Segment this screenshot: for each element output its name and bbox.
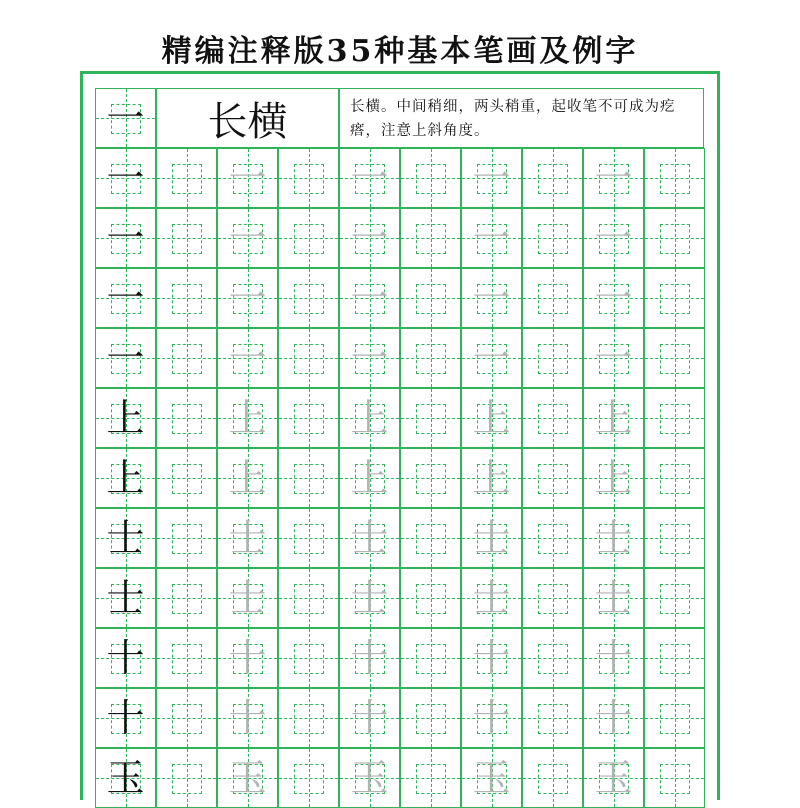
practice-cell [400, 508, 461, 568]
model-cell [95, 448, 156, 508]
trace-char: 上 [594, 456, 633, 500]
practice-cell [522, 748, 583, 808]
practice-cell [644, 268, 705, 328]
practice-cell [583, 448, 644, 508]
practice-cell [278, 208, 339, 268]
practice-sheet [80, 71, 720, 800]
trace-char: 玉 [350, 756, 389, 800]
practice-cell [339, 148, 400, 208]
trace-char: 上 [350, 456, 389, 500]
trace-char: 十 [350, 636, 389, 680]
model-char: 一 [106, 216, 145, 260]
model-cell [95, 628, 156, 688]
practice-cell [644, 508, 705, 568]
practice-cell [156, 748, 217, 808]
practice-cell [583, 328, 644, 388]
practice-cell [156, 268, 217, 328]
trace-char: 上 [350, 396, 389, 440]
model-char: 上 [106, 396, 145, 440]
trace-char: 一 [472, 336, 511, 380]
practice-cell [339, 268, 400, 328]
trace-char: 玉 [228, 756, 267, 800]
practice-cell [644, 748, 705, 808]
practice-cell [461, 148, 522, 208]
practice-cell [644, 328, 705, 388]
practice-cell [400, 568, 461, 628]
practice-cell [461, 388, 522, 448]
practice-cell [461, 628, 522, 688]
practice-cell [522, 208, 583, 268]
model-cell [95, 148, 156, 208]
trace-char: 十 [228, 696, 267, 740]
practice-cell [522, 148, 583, 208]
model-cell [95, 748, 156, 808]
model-char: 一 [106, 156, 145, 200]
practice-cell [644, 628, 705, 688]
model-char: 士 [106, 516, 145, 560]
trace-char: 一 [472, 276, 511, 320]
practice-cell [339, 748, 400, 808]
practice-cell [583, 628, 644, 688]
practice-cell [400, 388, 461, 448]
practice-cell [400, 448, 461, 508]
trace-char: 上 [228, 396, 267, 440]
practice-cell [583, 388, 644, 448]
model-char: 十 [106, 636, 145, 680]
trace-char: 十 [350, 696, 389, 740]
practice-cell [461, 448, 522, 508]
practice-cell [400, 628, 461, 688]
practice-cell [217, 388, 278, 448]
practice-cell [156, 628, 217, 688]
trace-char: 上 [594, 396, 633, 440]
practice-cell [339, 448, 400, 508]
trace-char: 一 [350, 156, 389, 200]
trace-char: 玉 [472, 756, 511, 800]
practice-cell [583, 748, 644, 808]
practice-cell [339, 688, 400, 748]
model-char: 十 [106, 696, 145, 740]
practice-cell [339, 328, 400, 388]
trace-char: 一 [350, 276, 389, 320]
practice-cell [461, 268, 522, 328]
practice-cell [400, 208, 461, 268]
practice-cell [583, 208, 644, 268]
trace-char: 一 [228, 336, 267, 380]
trace-char: 十 [472, 636, 511, 680]
practice-cell [400, 148, 461, 208]
trace-char: 士 [472, 576, 511, 620]
practice-cell [583, 268, 644, 328]
practice-cell [522, 508, 583, 568]
trace-char: 上 [228, 456, 267, 500]
practice-cell [156, 388, 217, 448]
trace-char: 一 [594, 336, 633, 380]
stroke-header [95, 88, 704, 148]
practice-cell [583, 688, 644, 748]
practice-cell [400, 268, 461, 328]
practice-cell [400, 688, 461, 748]
trace-char: 十 [594, 696, 633, 740]
model-cell [95, 328, 156, 388]
practice-cell [461, 568, 522, 628]
stroke-description: 长横。中间稍细，两头稍重，起收笔不可成为疙瘩，注意上斜角度。 [339, 88, 704, 148]
practice-cell [217, 328, 278, 388]
practice-cell [400, 328, 461, 388]
model-char: 一 [106, 336, 145, 380]
practice-cell [217, 208, 278, 268]
model-cell [95, 688, 156, 748]
practice-cell [217, 628, 278, 688]
trace-char: 上 [472, 456, 511, 500]
practice-cell [278, 688, 339, 748]
practice-cell [644, 388, 705, 448]
practice-cell [278, 388, 339, 448]
trace-char: 一 [228, 216, 267, 260]
model-char: 一 [106, 276, 145, 320]
practice-cell [278, 148, 339, 208]
trace-char: 士 [228, 516, 267, 560]
trace-char: 士 [594, 516, 633, 560]
trace-char: 一 [228, 276, 267, 320]
practice-cell [522, 448, 583, 508]
practice-cell [156, 208, 217, 268]
model-cell [95, 568, 156, 628]
practice-cell [522, 328, 583, 388]
practice-cell [339, 508, 400, 568]
trace-char: 一 [472, 216, 511, 260]
trace-char: 一 [594, 276, 633, 320]
practice-cell [156, 508, 217, 568]
practice-cell [156, 688, 217, 748]
trace-char: 十 [472, 696, 511, 740]
practice-cell [644, 208, 705, 268]
practice-cell [278, 268, 339, 328]
practice-cell [461, 208, 522, 268]
trace-char: 一 [594, 216, 633, 260]
practice-cell [217, 748, 278, 808]
trace-char: 一 [594, 156, 633, 200]
practice-cell [217, 268, 278, 328]
practice-cell [400, 748, 461, 808]
practice-cell [217, 568, 278, 628]
model-char: 上 [106, 456, 145, 500]
practice-cell [339, 568, 400, 628]
practice-cell [583, 148, 644, 208]
practice-cell [278, 448, 339, 508]
practice-cell [644, 448, 705, 508]
practice-cell [522, 688, 583, 748]
trace-char: 士 [594, 576, 633, 620]
model-cell [95, 268, 156, 328]
model-cell [95, 388, 156, 448]
practice-cell [644, 568, 705, 628]
practice-cell [522, 628, 583, 688]
practice-cell [278, 628, 339, 688]
practice-cell [156, 568, 217, 628]
practice-cell [278, 328, 339, 388]
trace-char: 一 [472, 156, 511, 200]
practice-cell [522, 388, 583, 448]
practice-cell [461, 748, 522, 808]
practice-cell [278, 568, 339, 628]
practice-cell [522, 568, 583, 628]
page-title: 精编注释版35种基本笔画及例字 [161, 34, 639, 69]
model-char: 玉 [106, 756, 145, 800]
practice-cell [217, 688, 278, 748]
practice-cell [339, 388, 400, 448]
practice-cell [217, 148, 278, 208]
trace-char: 十 [594, 636, 633, 680]
model-char: 士 [106, 576, 145, 620]
practice-cell [461, 688, 522, 748]
practice-cell [461, 508, 522, 568]
header-model-cell [95, 88, 156, 148]
trace-char: 士 [472, 516, 511, 560]
practice-cell [217, 448, 278, 508]
trace-char: 一 [350, 216, 389, 260]
practice-cell [278, 508, 339, 568]
practice-cell [583, 508, 644, 568]
trace-char: 一 [228, 156, 267, 200]
practice-cell [156, 148, 217, 208]
practice-cell [583, 568, 644, 628]
trace-char: 玉 [594, 756, 633, 800]
trace-char: 一 [350, 336, 389, 380]
trace-char: 士 [228, 576, 267, 620]
practice-cell [522, 268, 583, 328]
trace-char: 十 [228, 636, 267, 680]
practice-cell [217, 508, 278, 568]
practice-cell [461, 328, 522, 388]
model-cell [95, 508, 156, 568]
practice-cell [339, 628, 400, 688]
trace-char: 士 [350, 576, 389, 620]
trace-char: 士 [350, 516, 389, 560]
practice-cell [339, 208, 400, 268]
practice-cell [156, 448, 217, 508]
practice-cell [644, 148, 705, 208]
header-model-char: 一 [106, 96, 145, 140]
trace-char: 上 [472, 396, 511, 440]
practice-cell [644, 688, 705, 748]
practice-cell [278, 748, 339, 808]
practice-cell [156, 328, 217, 388]
model-cell [95, 208, 156, 268]
stroke-name: 长横 [156, 88, 339, 148]
